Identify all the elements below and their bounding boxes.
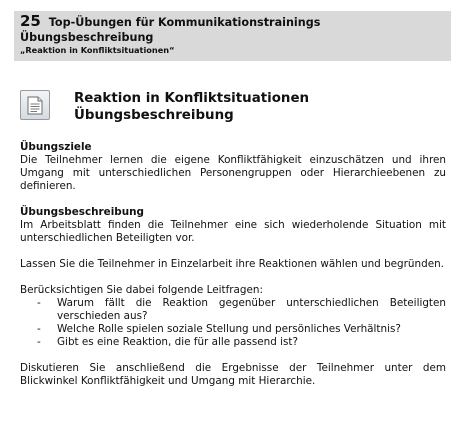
guiding-questions-list	[20, 297, 446, 349]
description-paragraph: Lassen Sie die Teilnehmer in Einzelarbeit ihre Reaktionen wählen und begründen.	[20, 258, 444, 270]
list-item: - Welche Rolle spielen soziale Stellung und persönliches Verhältnis?	[37, 323, 401, 335]
document-icon	[20, 90, 50, 120]
header-exercise: „Reaktion in Konfliktsituationen“	[20, 45, 175, 55]
header-title-line	[20, 14, 320, 30]
book-title: Top-Übungen für Kommunikationstrainings	[48, 16, 321, 29]
exercise-content	[20, 141, 446, 388]
title-line-2: Übungsbeschreibung	[74, 108, 234, 123]
list-item: - Warum fällt die Reaktion gegenüber unterschiedlichen Beteiligten verschieden aus?	[37, 297, 446, 322]
title-line-1: Reaktion in Konfliktsituationen	[74, 91, 310, 106]
page-number: 25	[20, 12, 41, 30]
description-paragraph: Im Arbeitsblatt finden die Teilnehmer eine sich wiederholende Situation mit unterschiedlichen Beteiligten vor.	[20, 219, 446, 244]
description-heading: Übungsbeschreibung	[20, 206, 144, 218]
guiding-questions-intro: Berücksichtigen Sie dabei folgende Leitfragen:	[20, 284, 263, 296]
header-section: Übungsbeschreibung	[20, 31, 154, 44]
closing-paragraph: Diskutieren Sie anschließend die Ergebnisse der Teilnehmer unter dem Blickwinkel Konfliktfähigkeit und Umgang mit Hierarchie.	[20, 362, 446, 387]
goals-text: Die Teilnehmer lernen die eigene Konfliktfähigkeit einzuschätzen und ihren Umgang mit unterschiedlichen Personengruppen oder Hierarchieebenen zu definieren.	[20, 154, 446, 192]
page-header	[14, 11, 451, 61]
list-item: - Gibt es eine Reaktion, die für alle passend ist?	[37, 336, 299, 348]
page-title	[74, 90, 309, 124]
goals-heading: Übungsziele	[20, 141, 92, 153]
